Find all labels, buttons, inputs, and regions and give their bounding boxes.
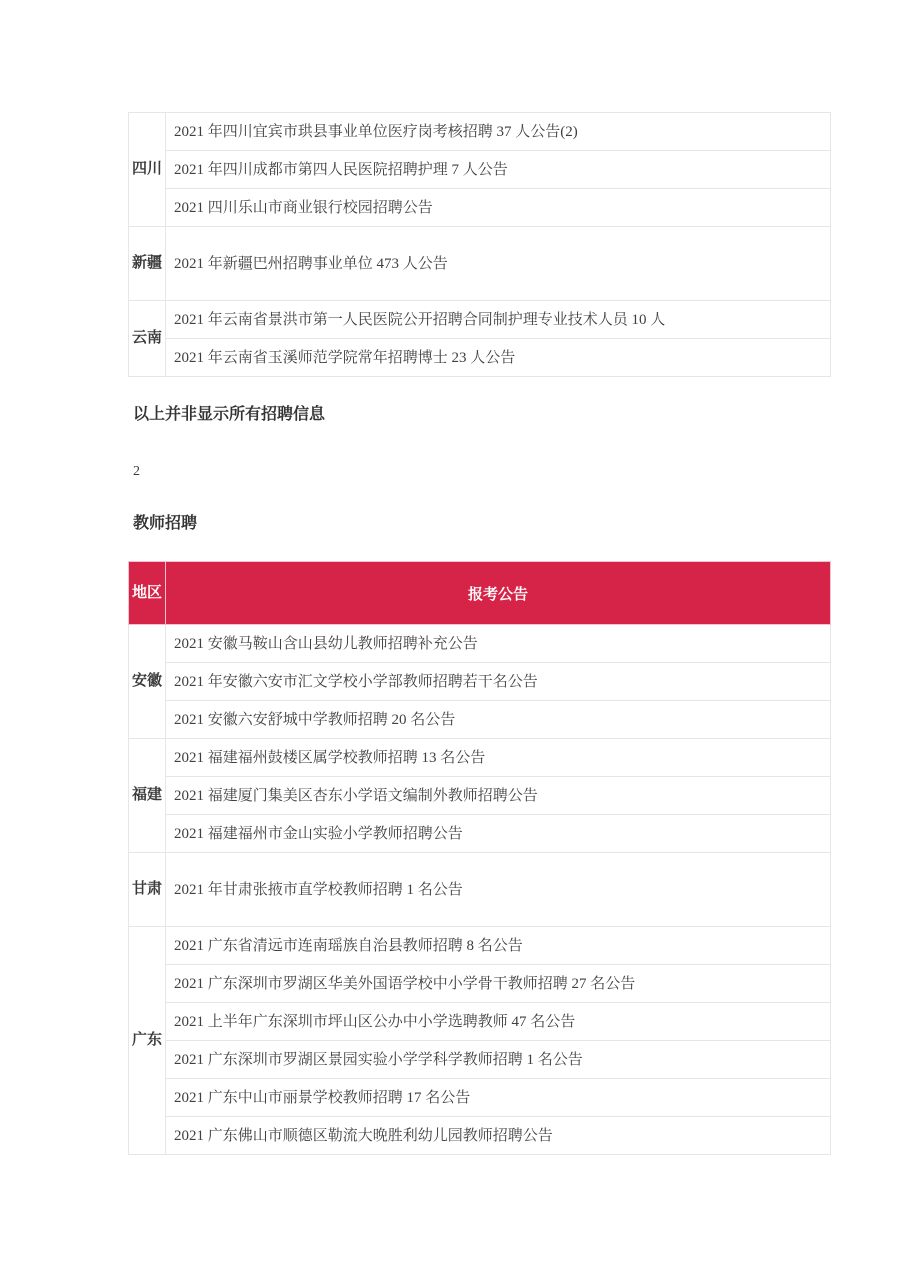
teacher-table-body bbox=[129, 625, 831, 1155]
announcement-cell: 2021 广东佛山市顺德区勒流大晚胜利幼儿园教师招聘公告 bbox=[166, 1117, 831, 1155]
table-row bbox=[129, 1117, 831, 1155]
announcement-cell: 2021 安徽六安舒城中学教师招聘 20 名公告 bbox=[166, 701, 831, 739]
table-row bbox=[129, 965, 831, 1003]
announcement-cell: 2021 年云南省玉溪师范学院常年招聘博士 23 人公告 bbox=[166, 339, 831, 377]
page-number: 2 bbox=[133, 464, 140, 479]
announcement-cell: 2021 福建福州鼓楼区属学校教师招聘 13 名公告 bbox=[166, 739, 831, 777]
announcement-column-header: 报考公告 bbox=[166, 562, 831, 625]
announcement-cell: 2021 广东深圳市罗湖区华美外国语学校中小学骨干教师招聘 27 名公告 bbox=[166, 965, 831, 1003]
region-cell: 云南 bbox=[129, 301, 166, 377]
announcement-cell: 2021 年四川宜宾市珙县事业单位医疗岗考核招聘 37 人公告(2) bbox=[166, 113, 831, 151]
table-row bbox=[129, 151, 831, 189]
table-row bbox=[129, 113, 831, 151]
table-row bbox=[129, 739, 831, 777]
table-row bbox=[129, 1041, 831, 1079]
table-row bbox=[129, 853, 831, 927]
announcement-cell: 2021 安徽马鞍山含山县幼儿教师招聘补充公告 bbox=[166, 625, 831, 663]
region-cell: 安徽 bbox=[129, 625, 166, 739]
not-all-listings-note: 以上并非显示所有招聘信息 bbox=[133, 406, 326, 423]
recruitment-table-continued bbox=[128, 112, 831, 377]
table-row bbox=[129, 663, 831, 701]
table-row bbox=[129, 777, 831, 815]
table-row bbox=[129, 227, 831, 301]
announcement-cell: 2021 福建福州市金山实验小学教师招聘公告 bbox=[166, 815, 831, 853]
announcement-cell: 2021 四川乐山市商业银行校园招聘公告 bbox=[166, 189, 831, 227]
table-row bbox=[129, 301, 831, 339]
table-header-row bbox=[129, 562, 831, 625]
table-row bbox=[129, 815, 831, 853]
table-row bbox=[129, 625, 831, 663]
table-row bbox=[129, 701, 831, 739]
region-cell: 四川 bbox=[129, 113, 166, 227]
region-cell: 甘肃 bbox=[129, 853, 166, 927]
announcement-cell: 2021 年甘肃张掖市直学校教师招聘 1 名公告 bbox=[166, 853, 831, 927]
announcement-cell: 2021 广东深圳市罗湖区景园实验小学学科学教师招聘 1 名公告 bbox=[166, 1041, 831, 1079]
announcement-cell: 2021 年新疆巴州招聘事业单位 473 人公告 bbox=[166, 227, 831, 301]
recruitment-table-body bbox=[129, 113, 831, 377]
announcement-cell: 2021 年云南省景洪市第一人民医院公开招聘合同制护理专业技术人员 10 人 bbox=[166, 301, 831, 339]
table-row bbox=[129, 1003, 831, 1041]
table-row bbox=[129, 1079, 831, 1117]
section-title-teacher-recruitment: 教师招聘 bbox=[133, 515, 198, 532]
table-row bbox=[129, 927, 831, 965]
region-cell: 广东 bbox=[129, 927, 166, 1155]
region-cell: 福建 bbox=[129, 739, 166, 853]
announcement-cell: 2021 年四川成都市第四人民医院招聘护理 7 人公告 bbox=[166, 151, 831, 189]
teacher-recruitment-table bbox=[128, 561, 831, 1155]
table-row bbox=[129, 339, 831, 377]
announcement-cell: 2021 广东省清远市连南瑶族自治县教师招聘 8 名公告 bbox=[166, 927, 831, 965]
region-column-header: 地区 bbox=[129, 562, 166, 625]
announcement-cell: 2021 福建厦门集美区杏东小学语文编制外教师招聘公告 bbox=[166, 777, 831, 815]
table-row bbox=[129, 189, 831, 227]
region-cell: 新疆 bbox=[129, 227, 166, 301]
announcement-cell: 2021 广东中山市丽景学校教师招聘 17 名公告 bbox=[166, 1079, 831, 1117]
announcement-cell: 2021 上半年广东深圳市坪山区公办中小学选聘教师 47 名公告 bbox=[166, 1003, 831, 1041]
announcement-cell: 2021 年安徽六安市汇文学校小学部教师招聘若干名公告 bbox=[166, 663, 831, 701]
